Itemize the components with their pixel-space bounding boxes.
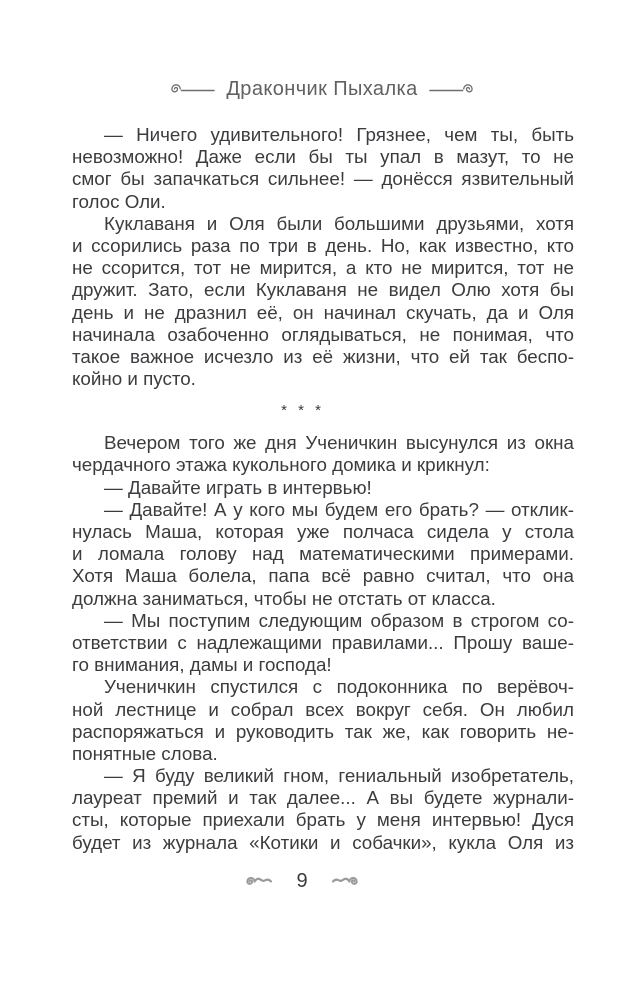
text-line: — Я буду великий гном, гениальный изобретатель,: [104, 765, 574, 787]
text-line: и ссорились раза по три в день. Но, как известно, кто: [72, 234, 574, 256]
running-head: [0, 76, 644, 102]
footer-squiggle-flourish-right-icon: [331, 874, 360, 888]
text-line: голос Оли.: [72, 190, 166, 212]
text-line: дружит. Зато, если Куклаваня не видел Олю хотя бы: [72, 279, 574, 301]
paragraph: [72, 124, 574, 213]
text-line: ответствии с надлежащими правилами... Прошу ваше-: [72, 631, 574, 653]
text-line: день и не дразнил её, он начинал скучать, да и Оля: [72, 301, 574, 323]
text-line: Хотя Маша болела, папа всё равно считал, что она: [72, 565, 574, 587]
section-separator: * * *: [281, 402, 321, 420]
text-line: — Мы поступим следующим образом в строгом со-: [104, 609, 574, 631]
text-line: не ссорится, тот не мирится, а кто не мирится, тот не: [72, 257, 574, 279]
page-number: 9: [296, 869, 308, 892]
header-spiral-flourish-right-icon: [427, 81, 477, 97]
text-line: Вечером того же дня Ученичкин высунулся из окна: [104, 432, 574, 454]
text-line: должна заниматься, чтобы не отстать от класса.: [72, 587, 496, 609]
paragraph: [72, 765, 574, 854]
text-line: Ученичкин спустился с подоконника по верёвоч-: [104, 676, 574, 698]
footer-squiggle-flourish-left-icon: [244, 874, 273, 888]
paragraph: [72, 499, 574, 610]
text-line: и ломала голову над математическими примерами.: [72, 543, 574, 565]
text-line: — Ничего удивительного! Грязнее, чем ты, быть: [104, 124, 574, 145]
header-spiral-flourish-left-icon: [167, 81, 217, 97]
paragraph: [72, 213, 574, 391]
paragraph: [72, 610, 574, 677]
text-line: распоряжаться и руководить так же, как говорить не-: [72, 720, 574, 742]
text-line: смог бы запачкаться сильнее! — донёсся язвительный: [72, 168, 574, 190]
body-text: [72, 124, 574, 854]
page-footer: [0, 866, 644, 896]
text-line: — Давайте играть в интервью!: [104, 476, 372, 498]
text-line: будет из журнала «Котики и собачки», кукла Оля из: [72, 831, 574, 853]
running-head-title: Дракончик Пыхалка: [226, 77, 418, 100]
text-line: Куклаваня и Оля были большими друзьями, хотя: [104, 212, 574, 234]
text-line: нулась Маша, которая уже полчаса сидела у стола: [72, 521, 574, 542]
text-line: начинала озабоченно оглядываться, не понимая, что: [72, 323, 574, 345]
text-line: понятные слова.: [72, 742, 218, 764]
paragraph: [72, 477, 574, 499]
paragraph: [72, 676, 574, 765]
text-line: невозможно! Даже если бы ты упал в мазут, то не: [72, 146, 574, 168]
text-line: койно и пусто.: [72, 368, 196, 390]
text-line: сты, которые приехали брать у меня интервью! Дуся: [72, 809, 574, 831]
text-line: — Давайте! А у кого мы будем его брать? — отклик-: [104, 498, 574, 520]
text-line: чердачного этажа кукольного домика и крикнул:: [72, 454, 490, 476]
text-line: ной лестнице и собрал всех вокруг себя. Он любил: [72, 698, 574, 720]
text-line: такое важное исчезло из её жизни, что ей так беспо-: [72, 345, 574, 367]
paragraph: [72, 432, 574, 476]
text-line: го внимания, дамы и господа!: [72, 654, 332, 676]
text-line: лауреат премий и так далее... А вы будете журнали-: [72, 787, 574, 809]
